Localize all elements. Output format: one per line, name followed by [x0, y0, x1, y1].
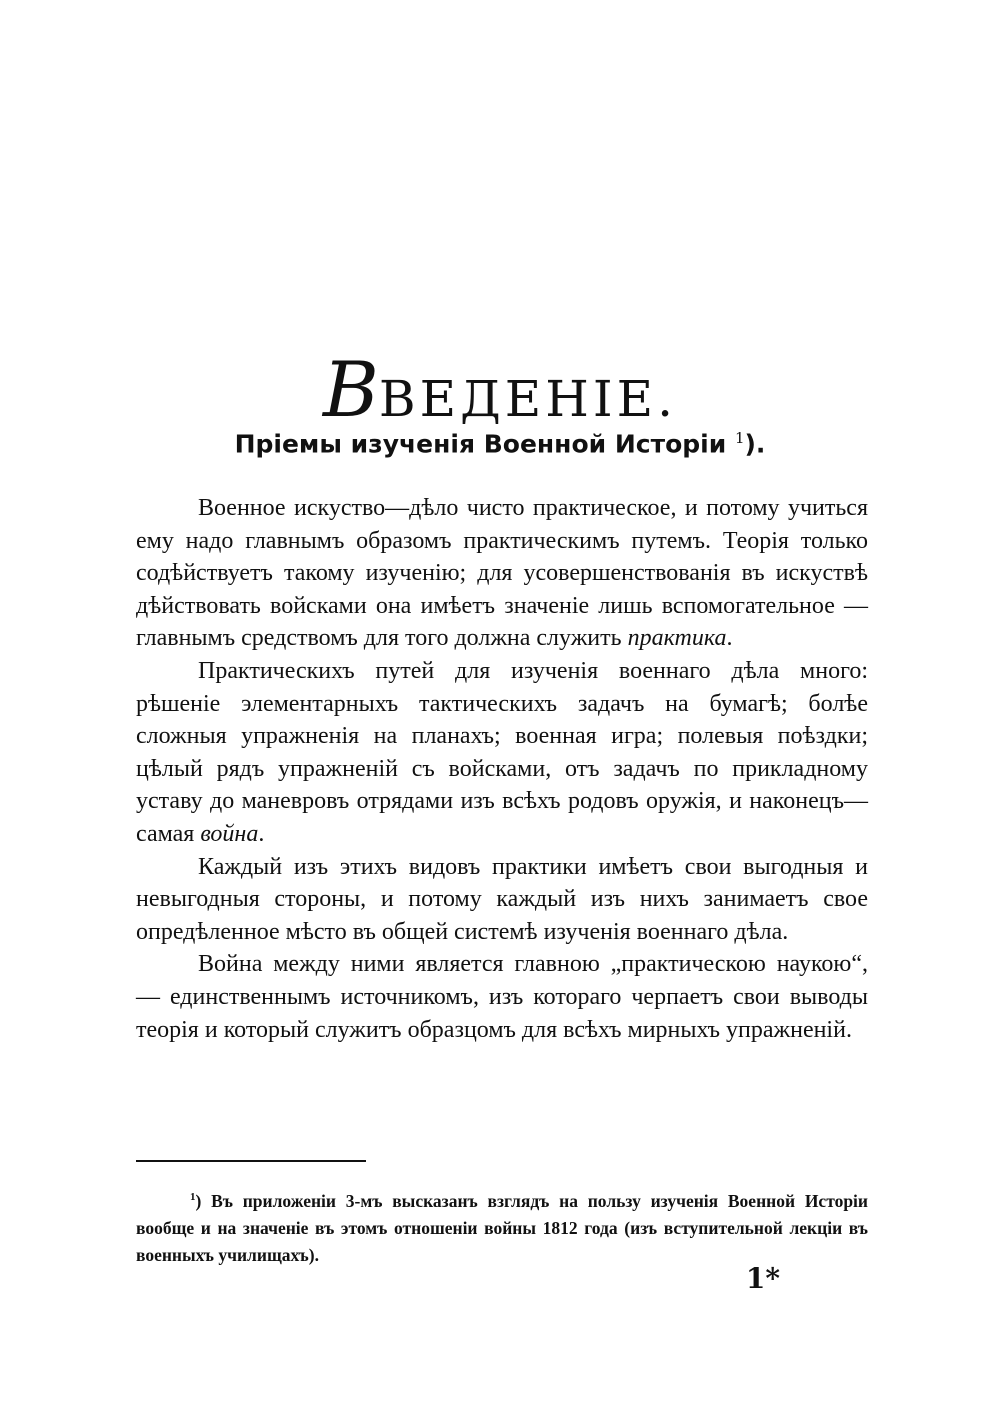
paragraph-2-emphasis: война — [200, 820, 259, 847]
chapter-heading-initial: В — [323, 344, 379, 434]
paragraph-2-text: Практическихъ путей для изученія военнаго дѣла много: рѣшеніе элементарныхъ тактическихъ задачъ на бумагѣ; болѣе сложныя упражненія на планахъ; военная игра; полевыя поѣздки; цѣлый рядъ упражненій съ войсками, отъ задачъ по прикладному уставу до маневровъ отрядами изъ всѣхъ родовъ оружія, и наконецъ—самая — [136, 657, 868, 847]
paragraph-1 — [136, 492, 868, 655]
footnote-paragraph — [136, 1184, 868, 1269]
paragraph-1-end: . — [726, 625, 733, 652]
subtitle-note-close: ). — [744, 429, 766, 459]
chapter-heading-rest: ВЕДЕНІЕ. — [378, 369, 677, 428]
footnote-reference: 1 — [734, 429, 745, 447]
paragraph-4: Война между ними является главною „практическою наукою“, — единственнымъ источникомъ, изъ котораго черпаетъ свои выводы теорія и который служитъ образцомъ для всѣхъ мирныхъ упражненій. — [136, 951, 868, 1043]
paragraph-1-text: Военное искуство—дѣло чисто практическое, и потому учиться ему надо главнымъ образомъ практическимъ путемъ. Теорія только содѣйствуетъ такому изученію; для усовершенствованія въ искуствѣ дѣйствовать войсками она имѣетъ значеніе лишь вспомогательное — главнымъ средствомъ для того должна служить — [136, 495, 868, 652]
paragraph-1-emphasis: практика — [627, 625, 727, 652]
footnote — [136, 1184, 868, 1269]
section-subtitle-text: Пріемы изученія Военной Исторіи — [234, 429, 727, 459]
footnote-mark: 1 — [190, 1191, 196, 1203]
paragraph-3: Каждый изъ этихъ видовъ практики имѣетъ свои выгодныя и невыгодныя стороны, и потому каждый изъ нихъ занимаетъ свое опредѣленное мѣсто въ общей системѣ изученія военнаго дѣла. — [136, 853, 868, 945]
chapter-heading — [0, 344, 1000, 434]
paragraph-2 — [136, 655, 868, 851]
footnote-divider — [136, 1160, 366, 1162]
paragraph-2-end: . — [258, 820, 265, 847]
page-number: 1* — [745, 1262, 780, 1295]
section-subtitle — [0, 429, 1000, 459]
body-text — [136, 492, 868, 1046]
footnote-text: ) Въ приложеніи 3-мъ высказанъ взглядъ на пользу изученія Военной Исторіи вообще и на значеніе въ этомъ отношеніи войны 1812 года (изъ вступительной лекціи въ военныхъ училищахъ). — [136, 1190, 868, 1265]
